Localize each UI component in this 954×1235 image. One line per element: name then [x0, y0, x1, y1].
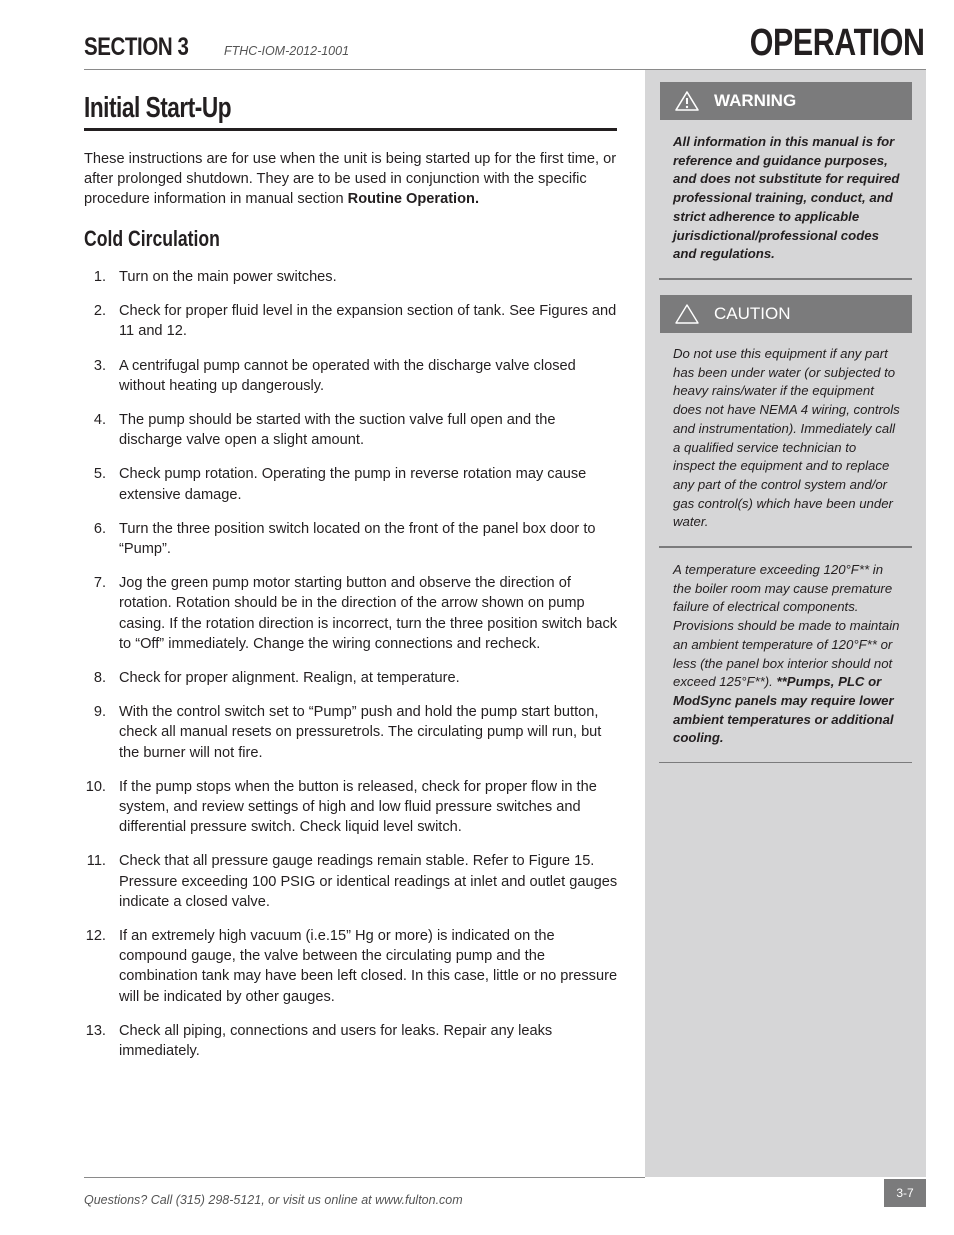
- warning-label: WARNING: [714, 91, 797, 110]
- chapter-title: OPERATION: [750, 22, 925, 64]
- step-number: 3.: [93, 357, 106, 374]
- subheading: Cold Circulation: [84, 226, 220, 251]
- intro-text: These instructions are for use when the unit is being started up for the first time, or after prolonged shutdown. They are to be used in conjunction with the specific procedure information in manual section: [84, 151, 617, 207]
- footer-divider: [84, 1177, 645, 1178]
- step-number: 8.: [93, 670, 106, 687]
- footer-contact: Questions? Call (315) 298-5121, or visit us online at www.fulton.com: [84, 1193, 463, 1207]
- list-item: [84, 267, 619, 287]
- document-id: FTHC-IOM-2012-1001: [224, 44, 350, 58]
- caution-label: CAUTION: [714, 304, 791, 323]
- step-text: If the pump stops when the button is released, check for proper flow in the system, and review settings of high and low fluid pressure switches and differential pressure switch. Check liquid level switch.: [119, 778, 597, 836]
- step-number: 4.: [93, 412, 106, 429]
- step-list: [84, 267, 619, 1061]
- list-item: [84, 301, 619, 341]
- caution-triangle-icon: [674, 303, 700, 325]
- list-item: [84, 702, 619, 763]
- warning-header: [660, 82, 912, 120]
- list-item: [84, 573, 619, 654]
- step-text: Check for proper fluid level in the expansion section of tank. See Figures and 11 and 12.: [119, 303, 617, 340]
- list-item: [84, 668, 619, 688]
- temperature-text: A temperature exceeding 120°F** in the boiler room may cause premature failure of electrical components. Provisions should be made to maintain an ambient temperature of 120°F** or less (the panel box interior should not exceed 125°F**).: [673, 562, 900, 690]
- step-number: 5.: [93, 466, 106, 483]
- step-number: 6.: [93, 520, 106, 537]
- step-number: 9.: [93, 704, 106, 721]
- step-text: Check for proper alignment. Realign, at temperature.: [119, 670, 460, 687]
- heading-underline: [84, 128, 617, 131]
- list-item: [84, 464, 619, 504]
- step-number: 12.: [85, 928, 106, 945]
- step-number: 13.: [85, 1022, 106, 1039]
- caution-text: Do not use this equipment if any part has been under water (or subjected to heavy rains/water if the equipment does not have NEMA 4 wiring, controls and instrumentation). Immediately call a qualified service technician to inspect the equipment and to replace any part of the control system and/or gas control(s) which have been under water.: [673, 346, 900, 530]
- warning-text: All information in this manual is for reference and guidance purposes, and does not substitute for required professional training, conduct, and strict adherence to applicable jurisdictional/professional codes and regulations.: [673, 134, 900, 262]
- list-item: [84, 356, 619, 396]
- page-number: 3-7: [884, 1179, 926, 1207]
- step-text: Turn on the main power switches.: [119, 269, 337, 285]
- list-item: [84, 519, 619, 559]
- step-number: 7.: [93, 575, 106, 592]
- step-text: Check that all pressure gauge readings remain stable. Refer to Figure 15. Pressure exceeding 100 PSIG or identical readings at inlet and outlet gauges indicate a closed valve.: [119, 853, 618, 910]
- page-heading: Initial Start-Up: [84, 92, 232, 124]
- divider: [659, 546, 912, 548]
- temperature-note: [673, 561, 901, 748]
- step-text: Jog the green pump motor starting button and observe the direction of rotation. Rotation should be in the direction of the arrow shown on pump casing. If the rotation direction is incorrect, turn the three position switch back to “Off” immediately. Change the wiring connections and recheck.: [119, 575, 618, 652]
- step-number: 1.: [93, 269, 106, 285]
- list-item: [84, 410, 619, 450]
- divider: [659, 278, 912, 280]
- step-text: Check all piping, connections and users for leaks. Repair any leaks immediately.: [119, 1022, 553, 1060]
- list-item: [84, 777, 619, 838]
- step-number: 2.: [93, 303, 106, 320]
- temperature-bold-note: **Pumps, PLC or ModSync panels may require lower ambient temperatures or additional cooling.: [673, 674, 894, 746]
- intro-paragraph: [84, 149, 619, 209]
- step-text: The pump should be started with the suction valve full open and the discharge valve open a slight amount.: [119, 412, 556, 449]
- step-number: 11.: [86, 853, 106, 870]
- warning-triangle-icon: [674, 90, 700, 112]
- caution-header: [660, 295, 912, 333]
- intro-bold-reference: Routine Operation.: [347, 191, 479, 207]
- step-text: A centrifugal pump cannot be operated with the discharge valve closed without heating up dangerously.: [119, 357, 576, 394]
- list-item: [84, 926, 619, 1007]
- step-number: 10.: [85, 778, 106, 795]
- section-label: SECTION 3: [84, 33, 189, 61]
- step-text: Check pump rotation. Operating the pump in reverse rotation may cause extensive damage.: [119, 466, 587, 503]
- step-text: If an extremely high vacuum (i.e.15” Hg or more) is indicated on the compound gauge, the valve between the circulating pump and the combination tank may have been left closed. In this case, little or no pressure will be indicated by other gauges.: [119, 928, 618, 1005]
- list-item: [84, 851, 619, 912]
- step-text: Turn the three position switch located on the front of the panel box door to “Pump”.: [119, 520, 596, 558]
- step-text: With the control switch set to “Pump” push and hold the pump start button, check all manual resets on pressuretrols. The circulating pump will run, but the burner will not fire.: [119, 704, 602, 761]
- list-item: [84, 1021, 619, 1061]
- divider: [659, 762, 912, 763]
